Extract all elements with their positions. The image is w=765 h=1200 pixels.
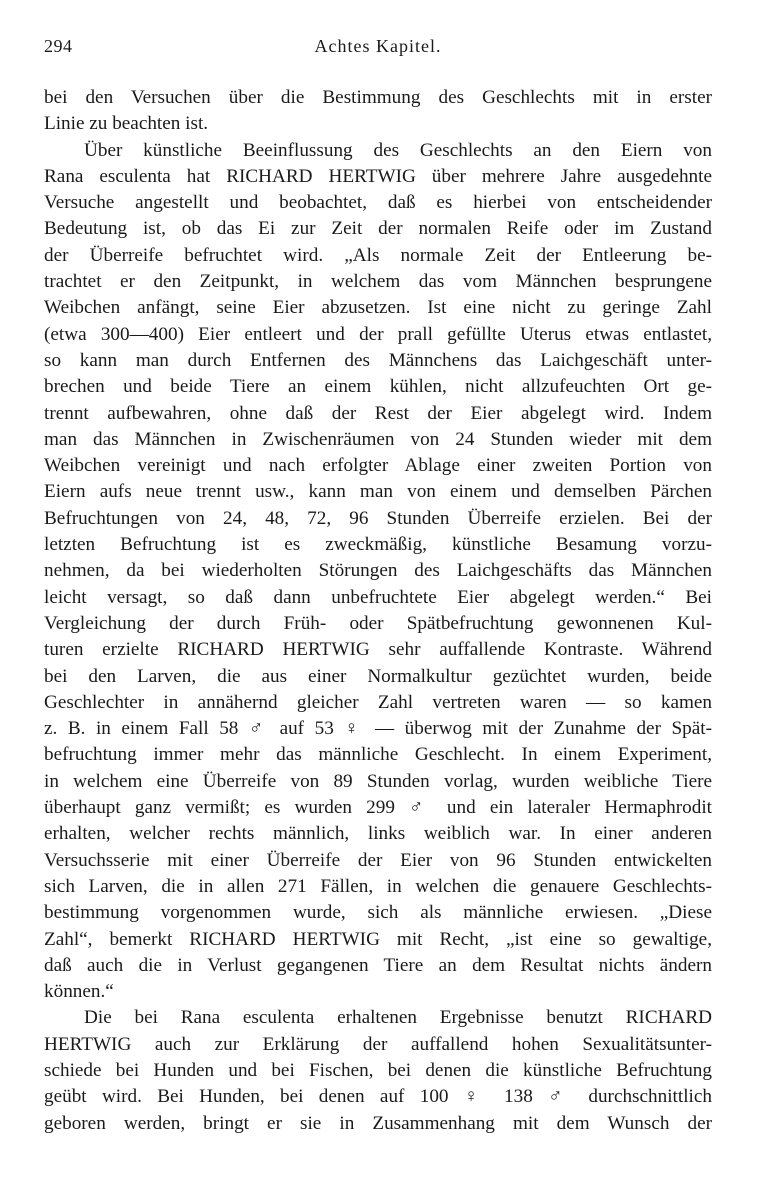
text-line: Rana esculenta hat RICHARD HERTWIG über mehrere Jahre ausgedehnte	[44, 165, 712, 187]
text-line: befruchtung immer mehr das männliche Geschlecht. In einem Experiment,	[44, 744, 712, 766]
text-line: sich Larven, die in allen 271 Fällen, in welchen die genauere Geschlechts-	[44, 875, 712, 897]
text-line: Vergleichung der durch Früh- oder Spätbefruchtung gewonnenen Kul-	[44, 612, 712, 634]
text-line: Weibchen anfängt, seine Eier abzusetzen. Ist eine nicht zu geringe Zahl	[44, 297, 712, 319]
running-head: Achtes Kapitel.	[314, 36, 442, 56]
text-line: erhalten, welcher rechts männlich, links weiblich war. In einer anderen	[44, 823, 712, 845]
text-line: brechen und beide Tiere an einem kühlen, nicht allzufeuchten Ort ge-	[44, 376, 712, 398]
text-line: Linie zu beachten ist.	[44, 113, 209, 135]
text-line: überhaupt ganz vermißt; es wurden 299 ♂ und ein lateraler Hermaphrodit	[44, 797, 712, 819]
text-line: trachtet er den Zeitpunkt, in welchem das vom Männchen besprungene	[44, 271, 712, 293]
text-line: z. B. in einem Fall 58 ♂ auf 53 ♀ — überwog mit der Zunahme der Spät-	[44, 718, 712, 740]
text-line: schiede bei Hunden und bei Fischen, bei denen die künstliche Befruchtung	[44, 1059, 712, 1081]
text-line: trennt aufbewahren, ohne daß der Rest der Eier abgelegt wird. Indem	[44, 402, 712, 424]
body-text	[44, 85, 712, 1137]
text-line: nehmen, da bei wiederholten Störungen des Laichgeschäfts das Männchen	[44, 560, 712, 582]
text-line: so kann man durch Entfernen des Männchens das Laichgeschäft unter-	[44, 349, 712, 371]
text-line: Über künstliche Beeinflussung des Geschlechts an den Eiern von	[84, 139, 712, 161]
text-line: Befruchtungen von 24, 48, 72, 96 Stunden Überreife erzielen. Bei der	[44, 507, 712, 529]
text-line: geübt wird. Bei Hunden, bei denen auf 100 ♀ 138 ♂ durchschnittlich	[44, 1086, 712, 1108]
text-line: man das Männchen in Zwischenräumen von 24 Stunden wieder mit dem	[44, 428, 712, 450]
text-line: daß auch die in Verlust gegangenen Tiere an dem Resultat nichts ändern	[44, 954, 712, 976]
text-line: der Überreife befruchtet wird. „Als normale Zeit der Entleerung be-	[44, 244, 712, 266]
text-line: Geschlechter in annähernd gleicher Zahl vertreten waren — so kamen	[44, 691, 712, 713]
page-header	[44, 36, 712, 64]
text-line: leicht versagt, so daß dann unbefruchtete Eier abgelegt werden.“ Bei	[44, 586, 712, 608]
text-line: Weibchen vereinigt und nach erfolgter Ablage einer zweiten Portion von	[44, 455, 712, 477]
text-line: HERTWIG auch zur Erklärung der auffallend hohen Sexualitätsunter-	[44, 1033, 712, 1055]
text-line: (etwa 300—400) Eier entleert und der prall gefüllte Uterus etwas entlastet,	[44, 323, 712, 345]
text-line: Die bei Rana esculenta erhaltenen Ergebnisse benutzt RICHARD	[84, 1007, 712, 1029]
text-line: bestimmung vorgenommen wurde, sich als männliche erwiesen. „Diese	[44, 902, 712, 924]
text-line: Eiern aufs neue trennt usw., kann man von einem und demselben Pärchen	[44, 481, 712, 503]
page-number: 294	[44, 36, 73, 56]
text-line: bei den Versuchen über die Bestimmung des Geschlechts mit in erster	[44, 87, 712, 108]
text-line: in welchem eine Überreife von 89 Stunden vorlag, wurden weibliche Tiere	[44, 770, 712, 792]
text-line: letzten Befruchtung ist es zweckmäßig, künstliche Besamung vorzu-	[44, 534, 712, 556]
text-line: Versuchsserie mit einer Überreife der Eier von 96 Stunden entwickelten	[44, 849, 712, 871]
text-line: geboren werden, bringt er sie in Zusammenhang mit dem Wunsch der	[44, 1112, 712, 1134]
text-line: können.“	[44, 981, 114, 1003]
text-line: turen erzielte RICHARD HERTWIG sehr auffallende Kontraste. Während	[44, 639, 712, 661]
text-line: Zahl“, bemerkt RICHARD HERTWIG mit Recht, „ist eine so gewaltige,	[44, 928, 712, 950]
text-line: Versuche angestellt und beobachtet, daß es hierbei von entscheidender	[44, 192, 712, 214]
text-line: Bedeutung ist, ob das Ei zur Zeit der normalen Reife oder im Zustand	[44, 218, 712, 240]
text-line: bei den Larven, die aus einer Normalkultur gezüchtet wurden, beide	[44, 665, 712, 687]
